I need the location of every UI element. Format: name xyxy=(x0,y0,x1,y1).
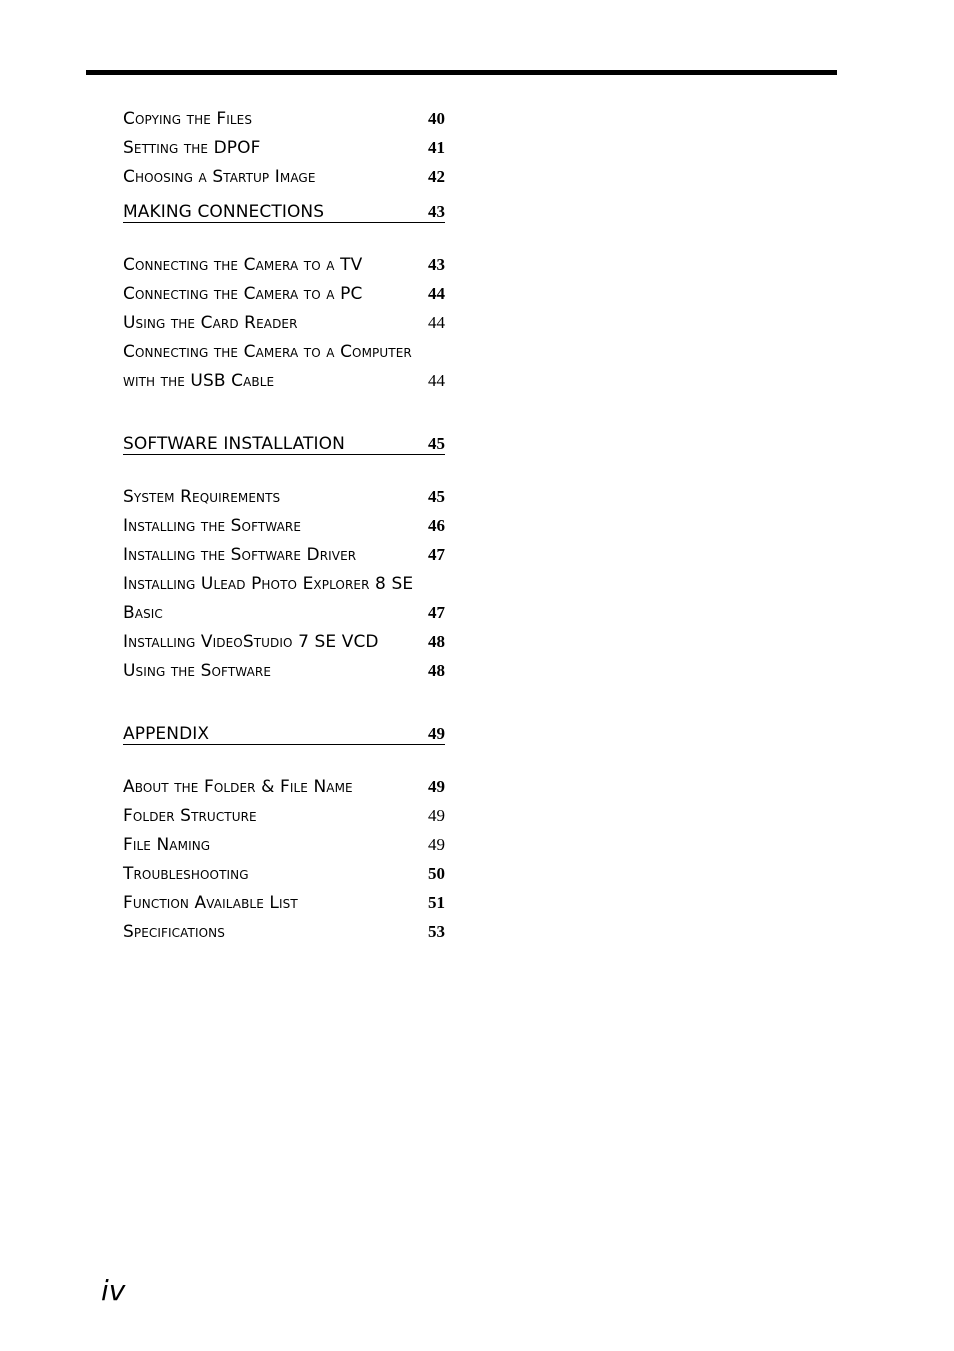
toc-entry-title: Specifications xyxy=(123,922,225,942)
toc-entry-title: Connecting the Camera to a PC xyxy=(123,284,363,304)
toc-entry[interactable] xyxy=(123,888,445,917)
toc-entry[interactable] xyxy=(123,279,445,308)
toc-entry-title: Installing VideoStudio 7 SE VCD xyxy=(123,632,379,652)
section-heading-page: 49 xyxy=(428,724,445,743)
toc-entry-page: 51 xyxy=(428,893,445,912)
toc-entry-page: 46 xyxy=(428,516,445,535)
toc-entry[interactable] xyxy=(123,366,445,395)
toc-entry-page: 48 xyxy=(428,632,445,651)
toc-entry-page: 49 xyxy=(428,835,445,854)
toc-entry-title: Function Available List xyxy=(123,893,298,913)
toc-section-heading[interactable] xyxy=(123,191,445,223)
toc-entry-page: 49 xyxy=(428,806,445,825)
top-rule xyxy=(86,70,837,75)
toc-entry[interactable] xyxy=(123,917,445,946)
toc-entry-title: System Requirements xyxy=(123,487,281,507)
section-heading-title: SOFTWARE INSTALLATION xyxy=(123,434,345,454)
toc-entry-title: Installing Ulead Photo Explorer 8 SE xyxy=(123,574,414,594)
section-heading-title: MAKING CONNECTIONS xyxy=(123,202,325,222)
toc-entry[interactable] xyxy=(123,772,445,801)
toc-entry-title: File Naming xyxy=(123,835,211,855)
toc-entry[interactable] xyxy=(123,104,445,133)
toc-entry-page: 44 xyxy=(428,313,445,332)
toc-entry[interactable] xyxy=(123,569,445,598)
toc-entry[interactable] xyxy=(123,627,445,656)
toc-entry-page: 43 xyxy=(428,255,445,274)
toc-entry-title: Using the Card Reader xyxy=(123,313,298,333)
toc-entry-title: Copying the Files xyxy=(123,109,253,129)
toc-entry[interactable] xyxy=(123,308,445,337)
toc-entry-title: Connecting the Camera to a TV xyxy=(123,255,363,275)
toc-entry-title: Troubleshooting xyxy=(123,864,249,884)
toc-entry[interactable] xyxy=(123,133,445,162)
toc-entry-title: Folder Structure xyxy=(123,806,257,826)
toc-entry[interactable] xyxy=(123,540,445,569)
toc-entry[interactable] xyxy=(123,511,445,540)
toc-entry[interactable] xyxy=(123,656,445,685)
toc-entry-title: Installing the Software xyxy=(123,516,302,536)
toc-entry-page: 42 xyxy=(428,167,445,186)
toc-entry-title: About the Folder & File Name xyxy=(123,777,353,797)
page-folio: iv xyxy=(101,1274,126,1307)
section-heading-title: APPENDIX xyxy=(123,724,210,744)
toc-entry-page: 44 xyxy=(428,284,445,303)
toc-entry-page: 45 xyxy=(428,487,445,506)
section-heading-page: 45 xyxy=(428,434,445,453)
toc-entry-title: with the USB Cable xyxy=(123,371,275,391)
toc-entry-page: 41 xyxy=(428,138,445,157)
toc-entry[interactable] xyxy=(123,250,445,279)
toc-entry-title: Setting the DPOF xyxy=(123,138,261,158)
toc-entry[interactable] xyxy=(123,801,445,830)
toc-entry-page: 48 xyxy=(428,661,445,680)
toc-entry-title: Connecting the Camera to a Computer xyxy=(123,342,412,362)
toc-section-heading[interactable] xyxy=(123,423,445,455)
toc-entry-title: Installing the Software Driver xyxy=(123,545,357,565)
toc-entry[interactable] xyxy=(123,598,445,627)
toc-entry-title: Choosing a Startup Image xyxy=(123,167,316,187)
toc-section-heading[interactable] xyxy=(123,713,445,745)
toc-entry-page: 50 xyxy=(428,864,445,883)
toc-entry-title: Basic xyxy=(123,603,163,623)
toc-entry-page: 47 xyxy=(428,603,445,622)
toc-entry-page: 49 xyxy=(428,777,445,796)
table-of-contents xyxy=(123,104,445,946)
toc-entry[interactable] xyxy=(123,482,445,511)
toc-entry[interactable] xyxy=(123,337,445,366)
toc-entry-page: 44 xyxy=(428,371,445,390)
toc-entry-page: 47 xyxy=(428,545,445,564)
toc-entry[interactable] xyxy=(123,859,445,888)
toc-entry-page: 40 xyxy=(428,109,445,128)
section-heading-page: 43 xyxy=(428,202,445,221)
toc-entry[interactable] xyxy=(123,162,445,191)
toc-entry-title: Using the Software xyxy=(123,661,272,681)
toc-entry-page: 53 xyxy=(428,922,445,941)
toc-entry[interactable] xyxy=(123,830,445,859)
